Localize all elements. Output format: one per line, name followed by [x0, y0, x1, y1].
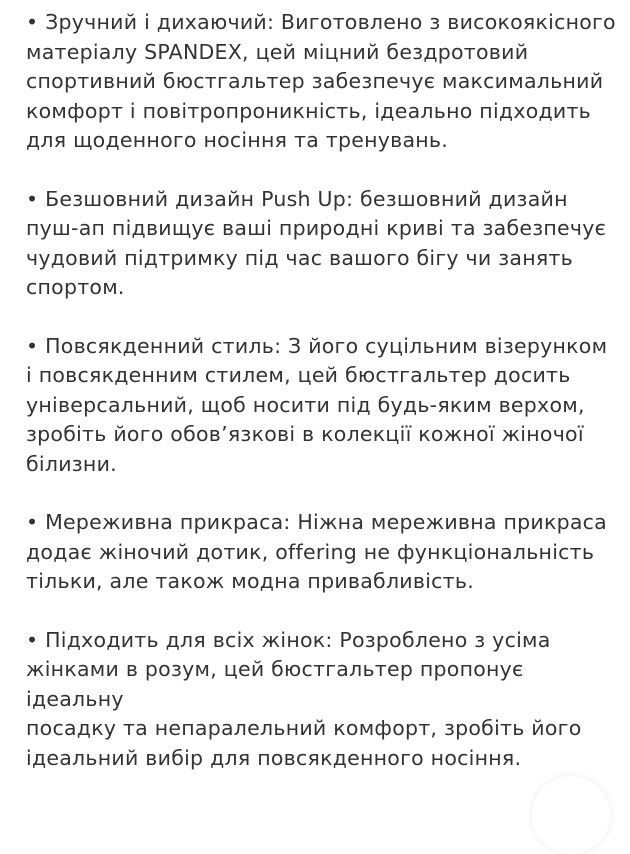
text-line: • Повсякденний стиль: З його суцільним візерунком [26, 333, 608, 358]
text-line: чудовий підтримку під час вашого бігу чи занять [26, 245, 573, 270]
text-line: матеріалу SPANDEX, цей міцний бездротовий [26, 39, 529, 64]
text-line: ідеальний вибір для повсякденного носіння. [26, 745, 522, 770]
text-line: білизни. [26, 451, 117, 476]
text-line: спортом. [26, 275, 125, 299]
text-line: • Підходить для всіх жінок: Розроблено з усіма [26, 627, 551, 652]
text-line: пуш-ап підвищує ваші природні криві та забезпечує [26, 216, 607, 240]
feature-lace-trim [26, 508, 624, 597]
text-line: • Зручний і дихаючий: Виготовлено з високоякісного [26, 10, 616, 34]
feature-comfort-breathable [26, 8, 624, 156]
product-description [26, 8, 624, 773]
text-line: • Мереживна прикраса: Ніжна мереживна прикраса [26, 510, 607, 534]
text-line: комфорт і повітропроникність, ідеально підходить [26, 98, 592, 123]
text-line: тільки, але також модна привабливість. [26, 569, 474, 593]
text-line: додає жіночий дотик, offering не функціональність [26, 539, 595, 564]
text-line: і повсякденним стилем, цей бюстгальтер досить [26, 363, 571, 387]
text-line: жінками в розум, цей бюстгальтер пропонує ідеальну [26, 657, 524, 711]
text-line: спортивний бюстгальтер забезпечує максимальний [26, 69, 604, 93]
feature-casual-style [26, 332, 624, 480]
feature-fits-all-women [26, 626, 624, 774]
text-line: для щоденного носіння та тренувань. [26, 128, 449, 152]
text-line: зробіть його обов’язкові в колекції кожної жіночої [26, 422, 584, 446]
text-line: універсальний, щоб носити під будь-яким верхом, [26, 392, 585, 417]
text-line: посадку та непаралельний комфорт, зробіть його [26, 716, 582, 740]
text-line: • Безшовний дизайн Push Up: безшовний дизайн [26, 186, 568, 211]
floating-action-button[interactable] [532, 776, 610, 854]
feature-seamless-push-up [26, 185, 624, 303]
